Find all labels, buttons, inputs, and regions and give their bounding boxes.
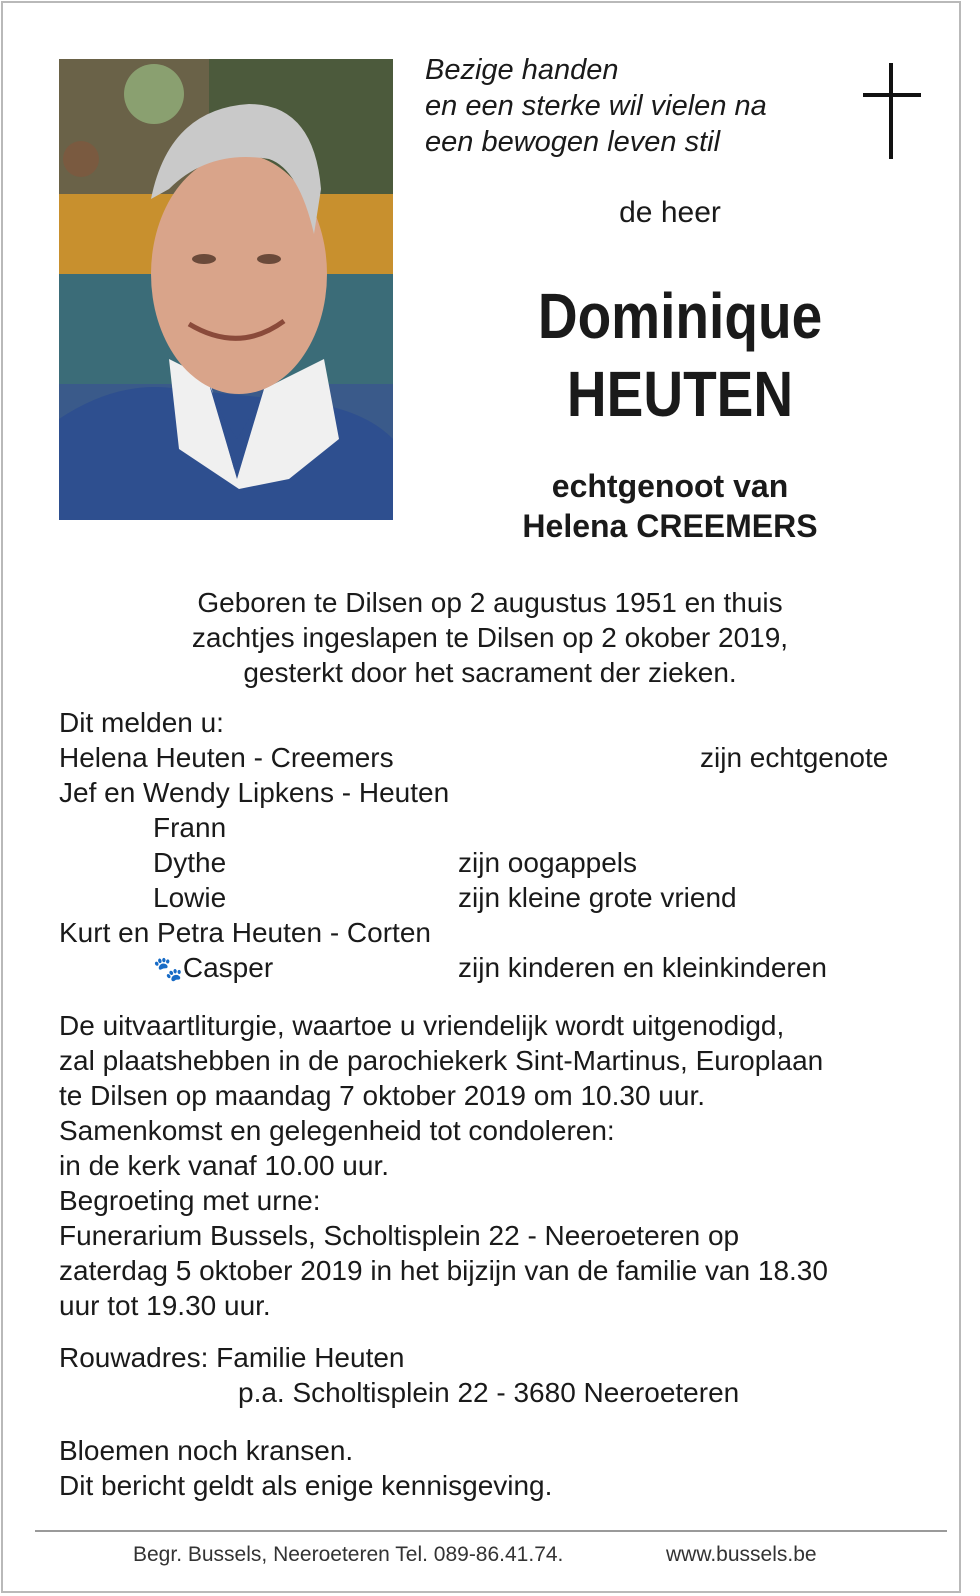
birth-death-text [60,585,920,690]
announcer-name: Frann [153,812,227,843]
quote-line: Bezige handen [425,54,619,86]
announcer-name: Dythe [153,847,227,878]
announcer-name: Casper [182,952,274,983]
announcer-relation: zijn oogappels [458,847,638,878]
funeral-line: Samenkomst en gelegenheid tot condoleren: [59,1115,615,1146]
spouse-name: Helena CREEMERS [522,508,818,544]
announcer-name: Kurt en Petra Heuten - Corten [59,917,431,948]
paw-icon: 🐾 [153,956,183,983]
announcer-name: Helena Heuten - Creemers [59,742,394,773]
closing-line: Dit bericht geldt als enige kennisgeving. [59,1470,553,1501]
spouse-relation: echtgenoot van [551,468,789,504]
closing-line: Bloemen noch kransen. [59,1435,354,1466]
funeral-line: te Dilsen op maandag 7 oktober 2019 om 10.30 uur. [59,1080,705,1111]
announcer-relation: zijn kinderen en kleinkinderen [458,952,827,983]
memorial-quote [425,52,767,160]
mourning-address-label: Rouwadres: Familie Heuten [59,1342,405,1373]
portrait-photo [59,59,393,520]
last-name: HEUTEN [566,358,794,430]
closing-text [59,1433,552,1503]
announcer-relation: zijn kleine grote vriend [458,882,737,913]
first-name: Dominique [537,280,823,352]
mourning-address: p.a. Scholtisplein 22 - 3680 Neeroeteren [238,1377,740,1408]
funeral-line: De uitvaartliturgie, waartoe u vriendelijk wordt uitgenodigd, [59,1010,785,1041]
funeral-line: Begroeting met urne: [59,1185,321,1216]
quote-line: en een sterke wil vielen na [425,90,767,122]
spouse-info [470,466,870,546]
funeral-line: zal plaatshebben in de parochiekerk Sint-Martinus, Europlaan [59,1045,824,1076]
announcer-name: Lowie [153,882,227,913]
funeral-line: Funerarium Bussels, Scholtisplein 22 - Neeroeteren op [59,1220,740,1251]
funeral-line: uur tot 19.30 uur. [59,1290,271,1321]
footer-website: www.bussels.be [666,1543,817,1566]
born-line: Geboren te Dilsen op 2 augustus 1951 en thuis [197,587,783,618]
funeral-details [59,1008,828,1323]
announcer-pet [153,950,273,987]
cross-icon [863,63,921,159]
announcer-relation: zijn echtgenote [700,742,889,773]
deceased-name [508,277,852,433]
born-line: zachtjes ingeslapen te Dilsen op 2 okober 2019, [191,622,789,653]
born-line: gesterkt door het sacrament der zieken. [243,657,737,688]
announcers-intro: Dit melden u: [59,707,224,738]
footer-divider [35,1530,947,1532]
funeral-line: zaterdag 5 oktober 2019 in het bijzijn van de familie van 18.30 [59,1255,828,1286]
quote-line: een bewogen leven stil [425,126,721,158]
title-prefix: de heer [619,196,721,229]
footer-funeral-home: Begr. Bussels, Neeroeteren Tel. 089-86.41.74. [133,1543,564,1566]
funeral-line: in de kerk vanaf 10.00 uur. [59,1150,389,1181]
announcer-name: Jef en Wendy Lipkens - Heuten [59,777,450,808]
